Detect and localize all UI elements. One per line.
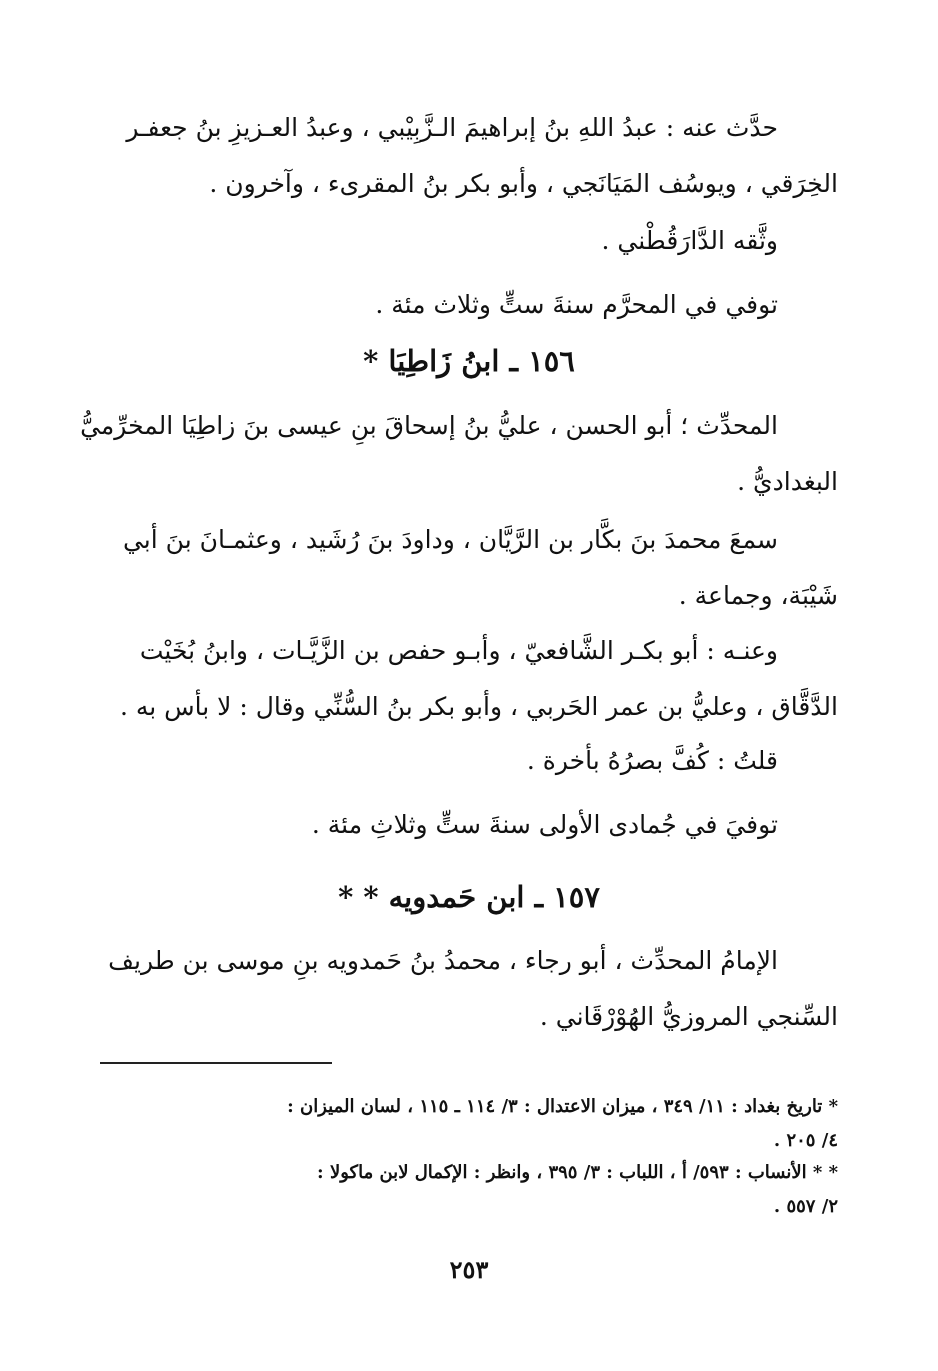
text-line: البغداديُّ . <box>737 467 838 496</box>
text-line: شَيْبَة، وجماعة . <box>678 581 838 610</box>
text-line: الإمامُ المحدِّث ، أبو رجاء ، محمدُ بنُ حَمدويه بنِ موسى بن طريف <box>108 946 778 975</box>
footnote-2 <box>170 1156 838 1224</box>
text-line: حدَّث عنه : عبدُ اللهِ بنُ إبراهيمَ الـزَّبِيْبي ، وعبدُ العـزيزِ بنُ جعفـر <box>126 113 778 142</box>
paragraph-death <box>170 277 838 333</box>
footnote-line: ٢/ ٥٥٧ . <box>773 1196 838 1217</box>
paragraph-heard <box>122 512 838 624</box>
paragraph-bio-157 <box>108 933 838 1045</box>
text-line: وعنـه : أبو بكـر الشَّافعيّ ، وأبـو حفص بن الزَّيَّـات ، وابنُ بُخَيْت <box>139 636 778 665</box>
footnote-line: * تاريخ بغداد : ١١/ ٣٤٩ ، ميزان الاعتدال : ٣/ ١١٤ ـ ١١٥ ، لسان الميزان : <box>287 1096 838 1117</box>
text-line: السِّنجي المروزيُّ الهُوْرْقَاني . <box>539 1002 838 1031</box>
entry-number: ١٥٦ <box>528 344 575 378</box>
footnote-marker: * * <box>338 880 379 914</box>
entry-title: ابن حَمدويه <box>388 880 525 914</box>
entry-heading-156: ١٥٦ ـ ابنُ زَاطِيَا * <box>363 344 575 378</box>
text-line: سمعَ محمدَ بنَ بكَّار بن الرَّيَّان ، وداودَ بنَ رُشَيد ، وعثمـانَ بنَ أبي <box>122 525 778 554</box>
text-line: قلتُ : كُفَّ بصرُهُ بأخرة . <box>526 746 778 775</box>
text-line: توفيَ في جُمادى الأولى سنةَ ستٍّ وثلاثِ مئة . <box>311 810 778 839</box>
entry-heading-157: ١٥٧ ـ ابن حَمدويه * * <box>338 880 600 914</box>
paragraph-blind <box>170 733 838 789</box>
paragraph-narrators <box>126 100 838 212</box>
paragraph-trust <box>170 213 838 269</box>
entry-title: ابنُ زَاطِيَا <box>388 344 500 378</box>
paragraph-bio <box>80 398 838 510</box>
footnote-line: ٤/ ٢٠٥ . <box>773 1130 838 1151</box>
text-line: الدَّقَّاق ، وعليُّ بن عمر الحَربي ، وأبو بكر بنُ السُّنِّي وقال : لا بأس به . <box>119 692 838 721</box>
entry-number: ١٥٧ <box>553 880 600 914</box>
text-line: المحدِّث ؛ أبو الحسن ، عليُّ بنُ إسحاقَ بنِ عيسى بنَ زاطِيَا المخرِّميُّ <box>80 411 778 440</box>
page-number: ٢٥٣ <box>449 1255 489 1284</box>
footnote-line: * * الأنساب : ٥٩٣/ أ ، اللباب : ٣/ ٣٩٥ ، وانظر : الإكمال لابن ماكولا : <box>317 1162 838 1183</box>
text-line: وثَّقه الدَّارَقُطْني . <box>601 226 778 255</box>
footnote-separator <box>100 1062 332 1064</box>
footnote-marker: * <box>363 344 379 378</box>
text-line: توفي في المحرَّم سنةَ ستٍّ وثلاث مئة . <box>375 290 778 319</box>
text-line: الخِرَقي ، ويوسُف المَيَانَجي ، وأبو بكر بنُ المقرىء ، وآخرون . <box>209 169 838 198</box>
paragraph-students <box>119 623 838 735</box>
paragraph-death-2 <box>170 797 838 853</box>
footnote-1 <box>170 1090 838 1158</box>
